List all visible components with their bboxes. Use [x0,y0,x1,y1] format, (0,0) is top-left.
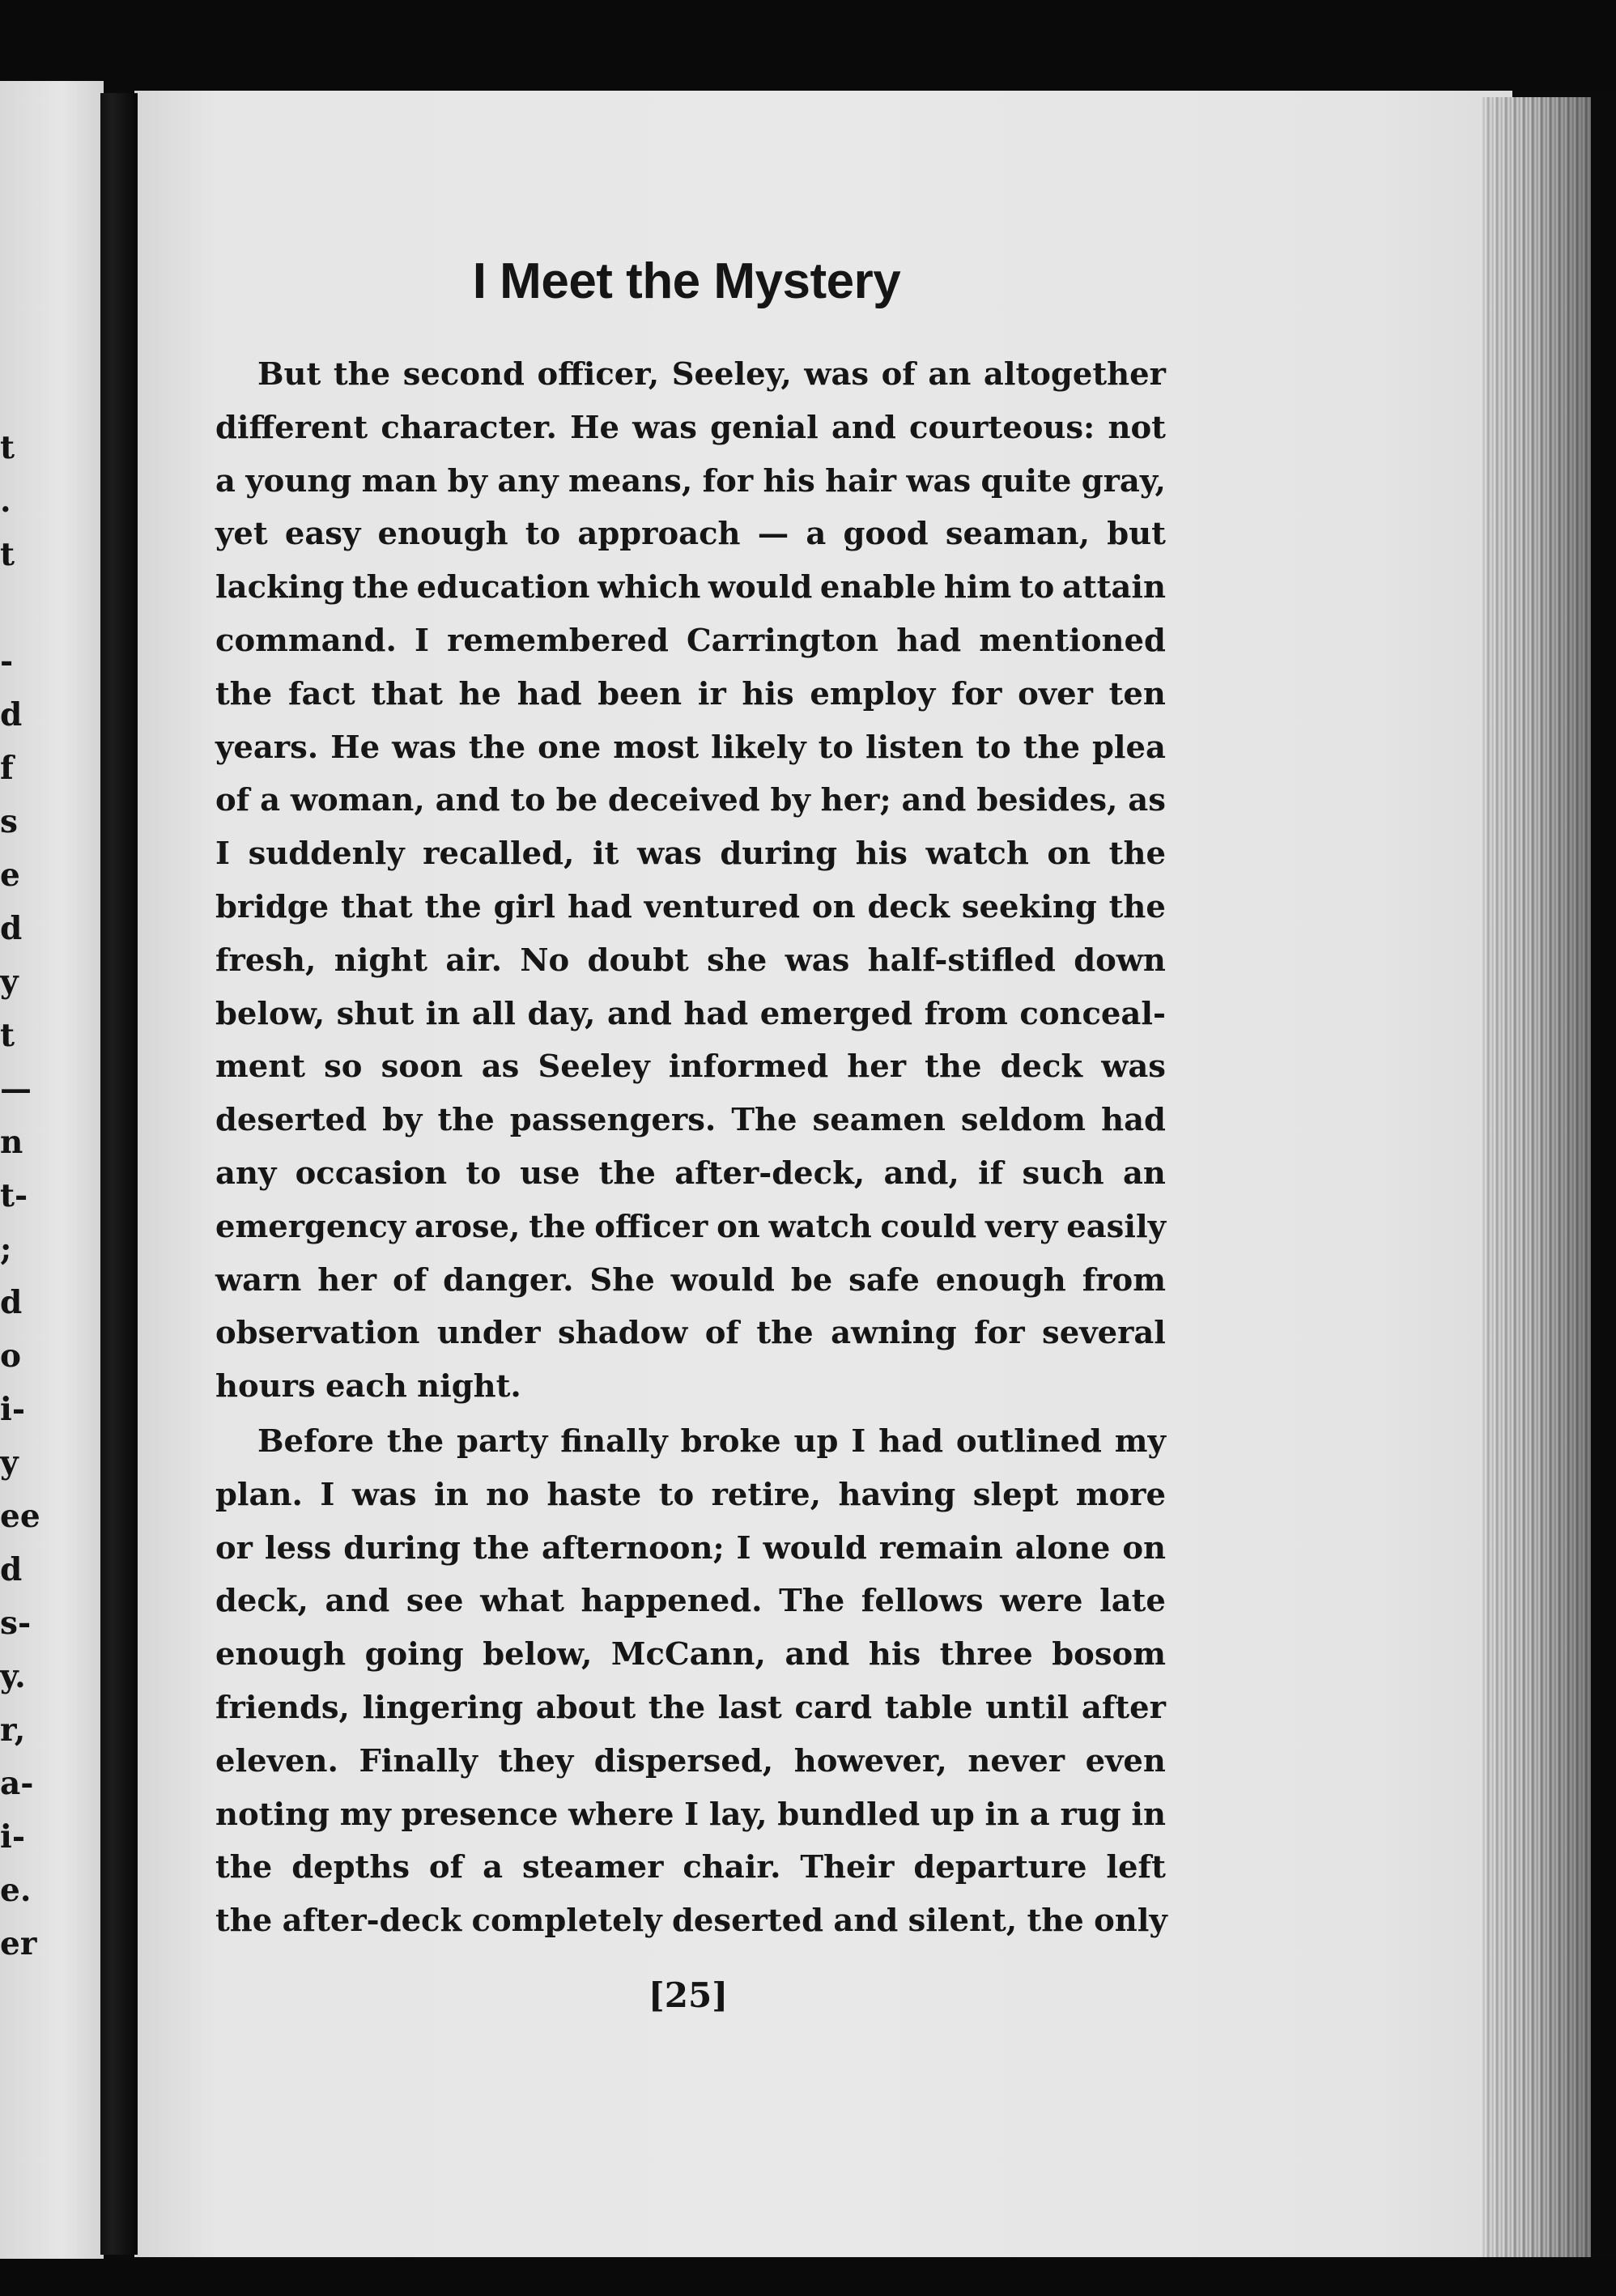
text-line: friends, lingering about the last card table until after [215,1689,1166,1726]
previous-page-fragment: a- [0,1765,34,1802]
previous-page-fragment [0,581,19,635]
previous-page-fragment: f [0,750,14,787]
text-line: deserted by the passengers. The seamen seldom had [215,1102,1166,1139]
text-line: below, shut in all day, and had emerged from conceal- [215,995,1166,1032]
text-line: the fact that he had been ir his employ for over ten [215,675,1166,712]
paragraph [215,1415,1166,1948]
text-line: noting my presence where I lay, bundled up in a rug in [215,1796,1166,1833]
previous-page-fragment: e [0,857,20,894]
text-line: lacking the education which would enable him to attain [215,569,1166,606]
previous-page-fragment: d [0,696,23,733]
previous-page-fragment: t [0,1017,15,1054]
previous-page-fragment: d [0,1284,23,1321]
previous-page-fragment: o [0,1337,22,1375]
previous-page [0,81,104,2259]
previous-page-fragment: — [0,1070,32,1108]
text-line: yet easy enough to approach — a good seaman, but [215,516,1166,553]
previous-page-fragment: y [0,963,19,1001]
scan-bottom-border [0,2259,1616,2296]
previous-page-fragment: ee [0,1498,40,1535]
text-line: observation under shadow of the awning for several [215,1315,1166,1352]
text-line: any occasion to use the after-deck, and, if such an [215,1154,1166,1192]
previous-page-fragment: s- [0,1605,32,1642]
chapter-title: I Meet the Mystery [472,253,901,309]
page-number: [25] [648,1975,729,2015]
previous-page-fragment: - [0,643,14,680]
text-line: of a woman, and to be deceived by her; and besides, as [215,782,1166,819]
text-line: warn her of danger. She would be safe enough from [215,1261,1166,1299]
previous-page-fragment: d [0,1551,23,1588]
previous-page-fragment: y. [0,1658,26,1695]
text-line: bridge that the girl had ventured on deck seeking the [215,888,1166,925]
previous-page-fragment: s [0,803,18,840]
previous-page-fragment: r, [0,1711,26,1749]
previous-page-fragment: t [0,429,15,466]
text-line: emergency arose, the officer on watch could very easily [215,1208,1166,1245]
text-line: enough going below, McCann, and his three bosom [215,1636,1166,1673]
body-text [215,348,1166,1948]
previous-page-fragment: i- [0,1391,26,1428]
previous-page-text-fragments [0,421,40,1971]
text-line: deck, and see what happened. The fellows were late [215,1583,1166,1620]
previous-page-fragment: i- [0,1818,26,1856]
page-fore-edge-shade [1482,97,1591,2257]
previous-page-fragment: er [0,1925,37,1962]
text-line: I suddenly recalled, it was during his watch on the [215,835,1166,873]
text-line: a young man by any means, for his hair was quite gray, [215,462,1166,500]
text-line: or less during the afternoon; I would remain alone on [215,1529,1166,1567]
text-line: But the second officer, Seeley, was of an altogether [257,356,1166,393]
previous-page-fragment: d [0,910,23,947]
text-line: different character. He was genial and courteous: not [215,409,1166,446]
previous-page-fragment: t- [0,1177,28,1214]
previous-page-fragment: . [0,483,11,520]
text-line: command. I remembered Carrington had mentioned [215,622,1166,659]
previous-page-fragment: e. [0,1872,32,1909]
text-line: ment so soon as Seeley informed her the deck was [215,1048,1166,1086]
text-line: years. He was the one most likely to listen to the plea [215,729,1166,766]
paragraph [215,348,1166,1414]
text-line: fresh, night air. No doubt she was half-stifled down [215,942,1166,979]
previous-page-fragment: t [0,536,15,573]
text-line: the after-deck completely deserted and silent, the only [215,1903,1167,1940]
text-line: eleven. Finally they dispersed, however, never even [215,1742,1166,1779]
book-gutter [100,93,138,2255]
previous-page-fragment: n [0,1124,23,1161]
previous-page-fragment: y [0,1444,19,1482]
text-line: plan. I was in no haste to retire, having slept more [215,1476,1166,1513]
text-line: the depths of a steamer chair. Their departure left [215,1849,1166,1886]
text-line: Before the party finally broke up I had outlined my [257,1422,1166,1460]
scan-top-border [0,0,1616,91]
previous-page-fragment: ; [0,1231,12,1268]
text-line: hours each night. [215,1368,521,1405]
